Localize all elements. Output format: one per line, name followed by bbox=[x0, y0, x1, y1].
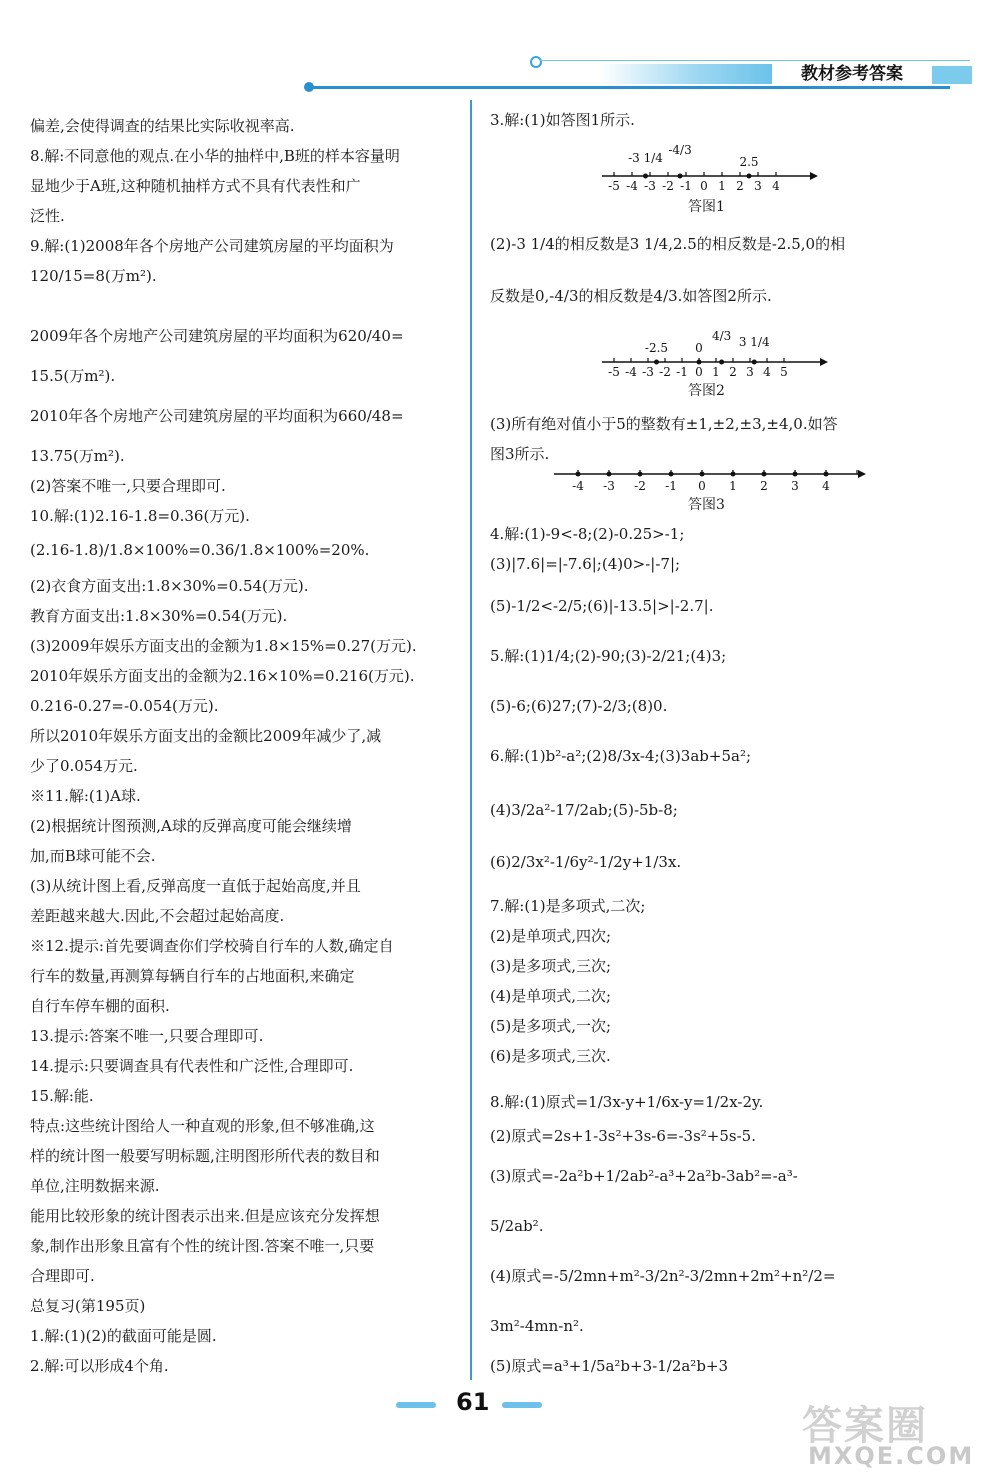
point-marker bbox=[678, 174, 683, 179]
tick-label: 4 bbox=[772, 179, 780, 193]
tick-label: 1 bbox=[729, 479, 737, 493]
left-text-line: 单位,注明数据来源. bbox=[30, 1177, 160, 1195]
tick-label: 2 bbox=[729, 365, 737, 379]
tick-label: -3 bbox=[642, 365, 654, 379]
point-marker bbox=[607, 472, 612, 477]
tick-label: 0 bbox=[698, 479, 706, 493]
tick-label: -2 bbox=[659, 365, 671, 379]
right-text-line: (4)原式=-5/2mn+m²-3/2n²-3/2mn+2m²+n²/2= bbox=[490, 1267, 836, 1285]
tick-label: 3 bbox=[746, 365, 754, 379]
header-end-strip bbox=[932, 66, 972, 84]
point-marker bbox=[638, 472, 643, 477]
tick-label: -2 bbox=[662, 179, 674, 193]
left-text-line: 显地少于A班,这种随机抽样方式不具有代表性和广 bbox=[30, 177, 361, 195]
left-text-line: 自行车停车棚的面积. bbox=[30, 997, 170, 1015]
left-text-line: 14.提示:只要调查具有代表性和广泛性,合理即可. bbox=[30, 1057, 354, 1075]
footer-ornament-left bbox=[396, 1402, 436, 1408]
tick-label: 2 bbox=[736, 179, 744, 193]
right-text-line: (5)是多项式,一次; bbox=[490, 1017, 612, 1035]
point-label: 3 1/4 bbox=[738, 335, 770, 349]
tick-label: 1 bbox=[718, 179, 726, 193]
right-text-line: 5.解:(1)1/4;(2)-90;(3)-2/21;(4)3; bbox=[490, 647, 727, 665]
left-text-line: 所以2010年娱乐方面支出的金额比2009年减少了,减 bbox=[30, 727, 382, 745]
tick-label: -1 bbox=[676, 365, 688, 379]
point-marker bbox=[747, 174, 752, 179]
point-label: -2.5 bbox=[644, 341, 669, 355]
right-text-line: (2)-3 1/4的相反数是3 1/4,2.5的相反数是-2.5,0的相 bbox=[490, 235, 846, 253]
point-marker bbox=[654, 360, 659, 365]
tick-label: 4 bbox=[822, 479, 830, 493]
right-text-line: (6)是多项式,三次. bbox=[490, 1047, 611, 1065]
left-text-line: 2010年各个房地产公司建筑房屋的平均面积为660/48= bbox=[30, 407, 404, 425]
tick-label: -5 bbox=[608, 179, 620, 193]
tick-label: 3 bbox=[791, 479, 799, 493]
header-rule bbox=[310, 86, 950, 89]
point-marker bbox=[731, 472, 736, 477]
left-text-line: ※12.提示:首先要调查你们学校骑自行车的人数,确定自 bbox=[30, 937, 394, 955]
tick-label: -3 bbox=[644, 179, 656, 193]
right-text-line: (2)原式=2s+1-3s²+3s-6=-3s²+5s-5. bbox=[490, 1127, 756, 1145]
right-text-line: (4)3/2a²-17/2ab;(5)-5b-8; bbox=[490, 801, 678, 819]
point-marker bbox=[697, 360, 702, 365]
right-text-line: (2)是单项式,四次; bbox=[490, 927, 612, 945]
right-text-line: 6.解:(1)b²-a²;(2)8/3x-4;(3)3ab+5a²; bbox=[490, 747, 752, 765]
number-line-figure-2 bbox=[600, 322, 830, 384]
left-text-line: 0.216-0.27=-0.054(万元). bbox=[30, 697, 219, 715]
left-text-line: 2.解:可以形成4个角. bbox=[30, 1357, 169, 1375]
header-gradient-strip bbox=[600, 64, 790, 84]
tick-label: 4 bbox=[763, 365, 771, 379]
right-text-line: (5)-6;(6)27;(7)-2/3;(8)0. bbox=[490, 697, 668, 715]
right-text-line: (3)所有绝对值小于5的整数有±1,±2,±3,±4,0.如答 bbox=[490, 415, 838, 433]
figure-3-caption: 答图3 bbox=[688, 497, 725, 513]
point-marker bbox=[700, 472, 705, 477]
tick-label: -4 bbox=[625, 365, 637, 379]
right-text-line: 7.解:(1)是多项式,二次; bbox=[490, 897, 646, 915]
left-text-line: 教育方面支出:1.8×30%=0.54(万元). bbox=[30, 607, 288, 625]
right-text-line: (3)是多项式,三次; bbox=[490, 957, 612, 975]
point-label: 4/3 bbox=[711, 329, 732, 343]
figure-2-caption: 答图2 bbox=[688, 383, 725, 399]
left-text-line: 泛性. bbox=[30, 207, 65, 225]
left-text-line: 2010年娱乐方面支出的金额为2.16×10%=0.216(万元). bbox=[30, 667, 415, 685]
point-label: -3 1/4 bbox=[628, 151, 663, 165]
point-label: 0 bbox=[695, 341, 703, 355]
point-marker bbox=[643, 174, 648, 179]
left-text-line: 15.解:能. bbox=[30, 1087, 94, 1105]
tick-label: -5 bbox=[608, 365, 620, 379]
left-text-line: 9.解:(1)2008年各个房地产公司建筑房屋的平均面积为 bbox=[30, 237, 394, 255]
left-text-line: (3)2009年娱乐方面支出的金额为1.8×15%=0.27(万元). bbox=[30, 637, 417, 655]
left-text-line: 13.提示:答案不唯一,只要合理即可. bbox=[30, 1027, 264, 1045]
tick-label: 5 bbox=[780, 365, 788, 379]
left-text-line: (3)从统计图上看,反弹高度一直低于起始高度,并且 bbox=[30, 877, 361, 895]
right-text-line: (5)原式=a³+1/5a²b+3-1/2a²b+3 bbox=[490, 1357, 729, 1375]
page-header bbox=[0, 0, 1000, 100]
tick-label: -1 bbox=[665, 479, 677, 493]
left-text-line: 特点:这些统计图给人一种直观的形象,但不够准确,这 bbox=[30, 1117, 375, 1135]
axis-arrow bbox=[820, 358, 828, 366]
tick-label: -1 bbox=[680, 179, 692, 193]
point-marker bbox=[752, 360, 757, 365]
right-text-line: 反数是0,-4/3的相反数是4/3.如答图2所示. bbox=[490, 287, 772, 305]
left-text-line: 15.5(万m²). bbox=[30, 367, 116, 385]
number-line-figure-3 bbox=[552, 462, 868, 496]
watermark-line-1: 答案圈 bbox=[802, 1403, 928, 1449]
left-text-line: 8.解:不同意他的观点.在小华的抽样中,B班的样本容量明 bbox=[30, 147, 400, 165]
point-marker bbox=[762, 472, 767, 477]
left-text-line: ※11.解:(1)A球. bbox=[30, 787, 141, 805]
left-text-line: 差距越来越大.因此,不会超过起始高度. bbox=[30, 907, 285, 925]
tick-label: -2 bbox=[634, 479, 646, 493]
tick-label: 3 bbox=[754, 179, 762, 193]
tick-label: 1 bbox=[712, 365, 720, 379]
point-marker bbox=[576, 472, 581, 477]
left-text-line: 象,制作出形象且富有个性的统计图.答案不唯一,只要 bbox=[30, 1237, 375, 1255]
tick-label: -4 bbox=[626, 179, 638, 193]
header-title: 教材参考答案 bbox=[772, 62, 932, 86]
header-circle-ornament bbox=[530, 56, 542, 68]
watermark-logo bbox=[802, 1394, 982, 1470]
watermark-line-2: MXQE.COM bbox=[808, 1442, 975, 1470]
column-divider bbox=[470, 100, 472, 1380]
left-text-line: (2)衣食方面支出:1.8×30%=0.54(万元). bbox=[30, 577, 309, 595]
right-text-line: (5)-1/2<-2/5;(6)|-13.5|>|-2.7|. bbox=[490, 597, 714, 615]
tick-label: 2 bbox=[760, 479, 768, 493]
left-text-line: (2)答案不唯一,只要合理即可. bbox=[30, 477, 226, 495]
left-text-line: 样的统计图一般要写明标题,注明图形所代表的数目和 bbox=[30, 1147, 380, 1165]
right-text-line: 3.解:(1)如答图1所示. bbox=[490, 111, 635, 129]
left-text-line: 偏差,会使得调查的结果比实际收视率高. bbox=[30, 117, 295, 135]
left-text-line: 2009年各个房地产公司建筑房屋的平均面积为620/40= bbox=[30, 327, 404, 345]
right-text-line: (3)原式=-2a²b+1/2ab²-a³+2a²b-3ab²=-a³- bbox=[490, 1167, 798, 1185]
right-text-line: (3)|7.6|=|-7.6|;(4)0>-|-7|; bbox=[490, 555, 681, 573]
left-text-line: 13.75(万m²). bbox=[30, 447, 125, 465]
left-text-line: (2)根据统计图预测,A球的反弹高度可能会继续增 bbox=[30, 817, 352, 835]
page-number: 61 bbox=[456, 1388, 490, 1416]
tick-label: -4 bbox=[572, 479, 584, 493]
right-text-line: 图3所示. bbox=[490, 445, 550, 463]
right-text-line: 5/2ab². bbox=[490, 1217, 544, 1235]
point-label: -4/3 bbox=[668, 143, 692, 157]
tick-label: 0 bbox=[700, 179, 708, 193]
left-text-line: 合理即可. bbox=[30, 1267, 95, 1285]
left-text-line: 行车的数量,再测算每辆自行车的占地面积,来确定 bbox=[30, 967, 355, 985]
left-text-line: 加,而B球可能不会. bbox=[30, 847, 156, 865]
point-marker bbox=[824, 472, 829, 477]
right-text-line: 3m²-4mn-n². bbox=[490, 1317, 584, 1335]
tick-label: 0 bbox=[695, 365, 703, 379]
right-text-line: (6)2/3x²-1/6y²-1/2y+1/3x. bbox=[490, 853, 682, 871]
left-text-line: 120/15=8(万m²). bbox=[30, 267, 157, 285]
tick-label: -3 bbox=[603, 479, 615, 493]
left-text-line: 10.解:(1)2.16-1.8=0.36(万元). bbox=[30, 507, 250, 525]
left-text-line: 总复习(第195页) bbox=[30, 1297, 146, 1315]
right-text-line: 8.解:(1)原式=1/3x-y+1/6x-y=1/2x-2y. bbox=[490, 1093, 764, 1111]
point-label: 2.5 bbox=[739, 155, 759, 169]
axis-arrow bbox=[810, 172, 818, 180]
left-text-line: 1.解:(1)(2)的截面可能是圆. bbox=[30, 1327, 217, 1345]
right-text-line: 4.解:(1)-9<-8;(2)-0.25>-1; bbox=[490, 525, 685, 543]
point-marker bbox=[719, 360, 724, 365]
axis-arrow bbox=[858, 470, 866, 478]
left-text-line: 少了0.054万元. bbox=[30, 757, 138, 775]
figure-1-caption: 答图1 bbox=[688, 199, 725, 215]
left-text-line: 能用比较形象的统计图表示出来.但是应该充分发挥想 bbox=[30, 1207, 380, 1225]
right-text-line: (4)是单项式,二次; bbox=[490, 987, 612, 1005]
footer-ornament-right bbox=[502, 1402, 542, 1408]
point-marker bbox=[669, 472, 674, 477]
left-text-line: (2.16-1.8)/1.8×100%=0.36/1.8×100%=20%. bbox=[30, 541, 370, 559]
point-marker bbox=[793, 472, 798, 477]
header-thin-line bbox=[540, 60, 970, 61]
